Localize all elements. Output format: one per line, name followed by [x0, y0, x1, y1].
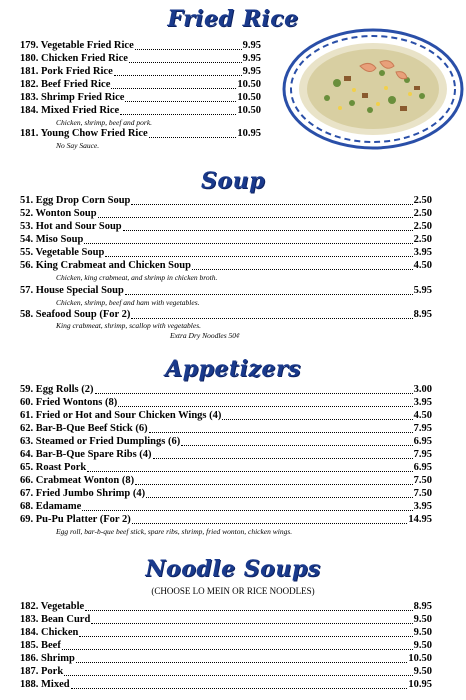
- noodle-soups-title: Noodle Soups: [145, 556, 321, 582]
- menu-item: 54. Miso Soup 2.50: [20, 234, 432, 245]
- menu-item: 68. Edamame 3.95: [20, 501, 432, 512]
- item-description: Chicken, shrimp, beef and ham with vegetables.: [56, 298, 200, 307]
- menu-item: 185. Beef 9.50: [20, 640, 432, 651]
- menu-item: 184. Chicken 9.50: [20, 627, 432, 638]
- menu-item: 181. Pork Fried Rice 9.95: [20, 66, 261, 77]
- menu-item: 65. Roast Pork 6.95: [20, 462, 432, 473]
- menu-item: 187. Pork 9.50: [20, 666, 432, 677]
- noodle-subtitle: (CHOOSE LO MEIN OR RICE NOODLES): [151, 586, 315, 596]
- menu-item: 182. Vegetable 8.95: [20, 601, 432, 612]
- item-description: Egg roll, bar-b-que beef stick, spare ribs, shrimp, fried wonton, chicken wings.: [56, 527, 293, 536]
- menu-item: 56. King Crabmeat and Chicken Soup 4.50: [20, 260, 432, 271]
- menu-item: 188. Mixed 10.95: [20, 679, 432, 690]
- menu-item: 63. Steamed or Fried Dumplings (6) 6.95: [20, 436, 432, 447]
- noodles-note: Extra Dry Noodles 50¢: [170, 331, 240, 340]
- item-description: No Say Sauce.: [56, 141, 100, 150]
- menu-item: 64. Bar-B-Que Spare Ribs (4) 7.95: [20, 449, 432, 460]
- appetizers-title: Appetizers: [165, 356, 301, 382]
- menu-item: 180. Chicken Fried Rice 9.95: [20, 53, 261, 64]
- menu-item: 53. Hot and Sour Soup 2.50: [20, 221, 432, 232]
- menu-item: 183. Shrimp Fried Rice 10.50: [20, 92, 261, 103]
- menu-item: 60. Fried Wontons (8) 3.95: [20, 397, 432, 408]
- menu-item: 66. Crabmeat Wonton (8) 7.50: [20, 475, 432, 486]
- fried-rice-plate-icon: [282, 28, 464, 150]
- menu-item: 69. Pu-Pu Platter (For 2) 14.95: [20, 514, 432, 525]
- menu-item: 186. Shrimp 10.50: [20, 653, 432, 664]
- item-description: Chicken, king crabmeat, and shrimp in chicken broth.: [56, 273, 218, 282]
- menu-item: 179. Vegetable Fried Rice 9.95: [20, 40, 261, 51]
- item-description: King crabmeat, shrimp, scallop with vegetables.: [56, 321, 201, 330]
- menu-item: 184. Mixed Fried Rice 10.50: [20, 105, 261, 116]
- item-description: Chicken, shrimp, beef and pork.: [56, 118, 153, 127]
- menu-item: 67. Fried Jumbo Shrimp (4) 7.50: [20, 488, 432, 499]
- menu-item: 51. Egg Drop Corn Soup 2.50: [20, 195, 432, 206]
- menu-item: 61. Fried or Hot and Sour Chicken Wings (4) 4.50: [20, 410, 432, 421]
- menu-item: 58. Seafood Soup (For 2) 8.95: [20, 309, 432, 320]
- menu-item: 181. Young Chow Fried Rice 10.95: [20, 128, 261, 139]
- fried-rice-title: Fried Rice: [167, 6, 299, 32]
- menu-item: 182. Beef Fried Rice 10.50: [20, 79, 261, 90]
- menu-item: 57. House Special Soup 5.95: [20, 285, 432, 296]
- menu-item: 62. Bar-B-Que Beef Stick (6) 7.95: [20, 423, 432, 434]
- soup-title: Soup: [201, 168, 265, 194]
- menu-item: 52. Wonton Soup 2.50: [20, 208, 432, 219]
- menu-item: 55. Vegetable Soup 3.95: [20, 247, 432, 258]
- menu-item: 59. Egg Rolls (2) 3.00: [20, 384, 432, 395]
- menu-item: 183. Bean Curd 9.50: [20, 614, 432, 625]
